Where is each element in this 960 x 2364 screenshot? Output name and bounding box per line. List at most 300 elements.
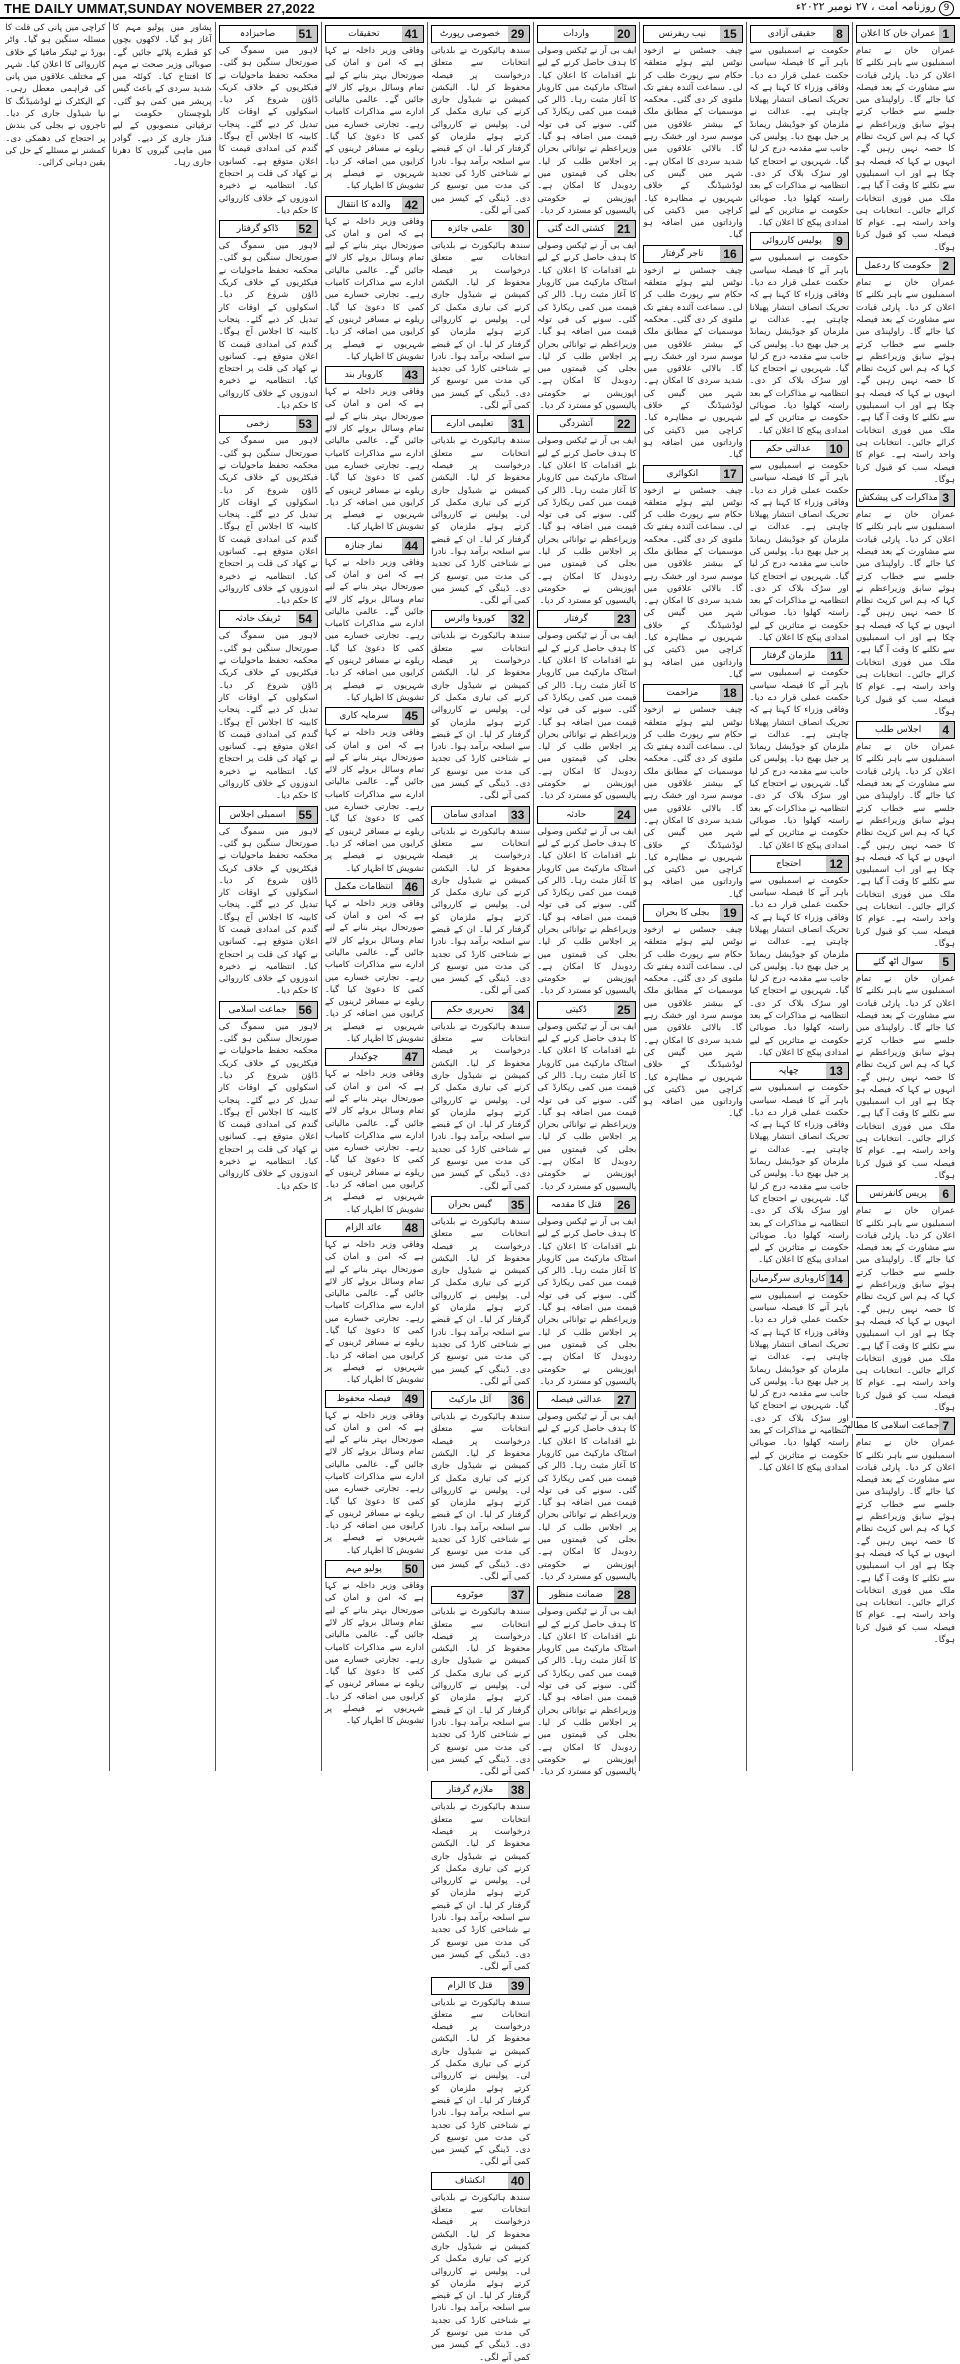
story-title: جماعت اسلامی کا مطالبہ (843, 1418, 940, 1434)
story-number-box (402, 1220, 423, 1236)
story-body: وفاقی وزیر داخلہ نے کہا ہے کہ امن و امان کی صورتحال بہتر بنانے کے لیے تمام وسائل بروئے کار لائے جائیں گے۔ عالمی مالیاتی ادارے سے مذاکرات کامیاب رہے۔ تجارتی خسارے میں کمی کا دعویٰ کیا گیا۔ ریلوے نے مسافر ٹرینوں کے کرایوں میں اضافہ کر دیا۔ شہریوں نے فیصلے پر تشویش کا اظہار کیا۔ (324, 728, 425, 874)
news-story (537, 220, 636, 412)
story-number: 40 (510, 2173, 525, 2188)
story-number-box (508, 221, 529, 237)
story-title: حقیقی آزادی (751, 26, 834, 42)
story-body: وفاقی وزیر داخلہ نے کہا ہے کہ امن و امان کی صورتحال بہتر بنانے کے لیے تمام وسائل بروئے کار لائے جائیں گے۔ عالمی مالیاتی ادارے سے مذاکرات کامیاب رہے۔ تجارتی خسارے میں کمی کا دعویٰ کیا گیا۔ ریلوے نے مسافر ٹرینوں کے کرایوں میں اضافہ کر دیا۔ شہریوں نے فیصلے پر تشویش کا اظہار کیا۔ (324, 1581, 425, 1727)
news-story (325, 1219, 424, 1387)
english-dateline: THE DAILY UMMAT,SUNDAY NOVEMBER 27,2022 (4, 1, 315, 16)
news-story (537, 1196, 636, 1388)
story-number-box (720, 466, 741, 482)
story-body: چیف جسٹس نے ازخود نوٹس لیتے ہوئے متعلقہ حکام سے رپورٹ طلب کر لی۔ سماعت آئندہ ہفتے تک ملتوی کر دی گئی۔ محکمہ موسمیات کے مطابق ملک کے بیشتر علاقوں میں موسم سرد اور خشک رہے گا۔ بالائی علاقوں میں شدید سردی کا امکان ہے۔ شہر میں گیس کی لوڈشیڈنگ کے خلاف شہریوں نے مظاہرہ کیا۔ کراچی میں ڈکیتی کی وارداتوں میں اضافہ ہو گیا۔ (643, 705, 743, 900)
story-number: 23 (617, 612, 631, 627)
story-number-box (833, 233, 848, 249)
story-number-box (614, 611, 635, 627)
news-story (431, 1586, 530, 1778)
story-body: ایف بی آر نے ٹیکس وصولی کا ہدف حاصل کرنے کے لیے نئے اقدامات کا اعلان کیا۔ اسٹاک مارکیٹ میں کاروبار کا آغاز مثبت رہا۔ ڈالر کی قیمت میں کمی ریکارڈ کی گئی۔ سونے کی فی تولہ قیمت میں اضافہ ہو گیا۔ وزیراعظم نے توانائی بحران پر اجلاس طلب کر لیا۔ بجلی کی قیمتوں میں ردوبدل کا امکان ہے۔ اپوزیشن نے حکومتی پالیسیوں کو مسترد کر دیا۔ (537, 631, 637, 802)
news-story (431, 1391, 530, 1583)
story-title: صاحبزادہ (220, 26, 296, 42)
story-body: حکومت نے اسمبلیوں سے باہر آنے کا فیصلہ سیاسی حکمت عملی قرار دے دیا۔ وفاقی وزراء کا کہنا ہے کہ تحریک انصاف انتشار پھیلانا چاہتی ہے۔ عدالت نے ملزمان کو جوڈیشل ریمانڈ پر جیل بھیج دیا۔ پولیس کی جانب سے مقدمہ درج کر لیا گیا۔ شہریوں نے احتجاج کیا اور سڑک بلاک کر دی۔ انتظامیہ نے مذاکرات کے بعد راستہ کھلوا دیا۔ صوبائی حکومت نے متاثرین کے لیے امدادی پیکج کا اعلان کیا۔ (749, 875, 849, 1058)
story-body: عمران خان نے تمام اسمبلیوں سے باہر نکلنے کا اعلان کر دیا۔ پارٹی قیادت سے مشاورت کے بعد فیصلہ کیا جائے گا۔ راولپنڈی میں جلسے سے خطاب کرتے ہوئے سابق وزیراعظم نے کہا کہ ہم اس کرپٹ نظام کا حصہ نہیں رہیں گے۔ انہوں نے کہا کہ فیصلہ ہو چکا ہے اور اب اسمبلیوں سے نکلنے کا وقت آ گیا ہے۔ ملک میں فوری انتخابات کرائے جائیں۔ انتخابات ہی واحد راستہ ہے۔ عوام کا فیصلہ سب کو قبول کرنا ہوگا۔ (855, 974, 955, 1181)
story-number: 22 (617, 417, 631, 432)
news-story (325, 366, 424, 534)
story-number: 43 (404, 368, 419, 383)
story-header (750, 647, 849, 665)
story-body: حکومت نے اسمبلیوں سے باہر آنے کا فیصلہ سیاسی حکمت عملی قرار دے دیا۔ وفاقی وزراء کا کہنا ہے کہ تحریک انصاف انتشار پھیلانا چاہتی ہے۔ عدالت نے ملزمان کو جوڈیشل ریمانڈ پر جیل بھیج دیا۔ پولیس کی جانب سے مقدمہ درج کر لیا گیا۔ شہریوں نے احتجاج کیا اور سڑک بلاک کر دی۔ انتظامیہ نے مذاکرات کے بعد راستہ کھلوا دیا۔ صوبائی حکومت نے متاثرین کے لیے امدادی پیکج کا اعلان کیا۔ (749, 668, 849, 851)
story-header (537, 806, 636, 824)
story-number: 54 (298, 612, 312, 627)
story-title: جماعت اسلامی (220, 1002, 296, 1018)
story-title: انکوائری (644, 466, 720, 482)
story-number: 34 (510, 1002, 525, 1017)
story-number: 42 (404, 197, 419, 212)
story-number: 31 (510, 417, 525, 432)
story-number-box (833, 26, 848, 42)
story-number: 9 (836, 234, 843, 249)
story-number: 28 (617, 1588, 631, 1603)
story-title: کورونا وائرس (432, 611, 508, 627)
story-title: والدہ کا انتقال (326, 197, 402, 213)
story-title: عائد الزام (326, 1220, 402, 1236)
news-story (325, 1390, 424, 1558)
story-number-box (720, 26, 741, 42)
story-number: 46 (404, 879, 419, 894)
news-story (431, 1977, 530, 2169)
news-story (431, 415, 530, 607)
urdu-dateline-text: روزنامہ امت ، ۲۷ نومبر ۲۰۲۲ء (795, 0, 936, 13)
story-header (750, 855, 849, 873)
news-story (856, 1185, 955, 1414)
news-story (219, 25, 318, 217)
story-number-box (508, 807, 529, 823)
story-body: حکومت نے اسمبلیوں سے باہر آنے کا فیصلہ سیاسی حکمت عملی قرار دے دیا۔ وفاقی وزراء کا کہنا ہے کہ تحریک انصاف انتشار پھیلانا چاہتی ہے۔ عدالت نے ملزمان کو جوڈیشل ریمانڈ پر جیل بھیج دیا۔ پولیس کی جانب سے مقدمہ درج کر لیا گیا۔ شہریوں نے احتجاج کیا اور سڑک بلاک کر دی۔ انتظامیہ نے مذاکرات کے بعد راستہ کھلوا دیا۔ صوبائی حکومت نے متاثرین کے لیے امدادی پیکج کا اعلان کیا۔ (749, 253, 849, 436)
story-body: چیف جسٹس نے ازخود نوٹس لیتے ہوئے متعلقہ حکام سے رپورٹ طلب کر لی۔ سماعت آئندہ ہفتے تک ملتوی کر دی گئی۔ محکمہ موسمیات کے مطابق ملک کے بیشتر علاقوں میں موسم سرد اور خشک رہے گا۔ بالائی علاقوں میں شدید سردی کا امکان ہے۔ شہر میں گیس کی لوڈشیڈنگ کے خلاف شہریوں نے مظاہرہ کیا۔ کراچی میں ڈکیتی کی وارداتوں میں اضافہ ہو گیا۔ (643, 485, 743, 680)
story-number-box (826, 1063, 847, 1079)
story-number-box (296, 416, 317, 432)
news-story (431, 806, 530, 998)
news-story (537, 1391, 636, 1583)
news-story (431, 1196, 530, 1388)
story-number: 18 (723, 686, 737, 701)
story-number: 3 (942, 491, 949, 506)
story-number-box (508, 1782, 529, 1798)
news-story (643, 684, 742, 901)
story-body: سندھ ہائیکورٹ نے بلدیاتی انتخابات سے متعلق درخواست پر فیصلہ محفوظ کر لیا۔ الیکشن کمیشن نے شیڈول جاری کرنے کی تیاری مکمل کر لی۔ پولیس نے کارروائی کرتے ہوئے ملزمان کو گرفتار کر لیا۔ ان کے قبضے سے اسلحہ برآمد ہوا۔ نادرا نے شناختی کارڈ کی تجدید کی مدت میں توسیع کر دی۔ ڈینگی کے کیسز میں کمی آنے لگی۔ (431, 1021, 531, 1192)
story-body: حکومت نے اسمبلیوں سے باہر آنے کا فیصلہ سیاسی حکمت عملی قرار دے دیا۔ وفاقی وزراء کا کہنا ہے کہ تحریک انصاف انتشار پھیلانا چاہتی ہے۔ عدالت نے ملزمان کو جوڈیشل ریمانڈ پر جیل بھیج دیا۔ پولیس کی جانب سے مقدمہ درج کر لیا گیا۔ شہریوں نے احتجاج کیا اور سڑک بلاک کر دی۔ انتظامیہ نے مذاکرات کے بعد راستہ کھلوا دیا۔ صوبائی حکومت نے متاثرین کے لیے امدادی پیکج کا اعلان کیا۔ (749, 460, 849, 644)
story-body: سندھ ہائیکورٹ نے بلدیاتی انتخابات سے متعلق درخواست پر فیصلہ محفوظ کر لیا۔ الیکشن کمیشن نے شیڈول جاری کرنے کی تیاری مکمل کر لی۔ پولیس نے کارروائی کرتے ہوئے ملزمان کو گرفتار کر لیا۔ ان کے قبضے سے اسلحہ برآمد ہوا۔ نادرا نے شناختی کارڈ کی تجدید کی مدت میں توسیع کر دی۔ ڈینگی کے کیسز میں کمی آنے لگی۔ (431, 1997, 531, 2168)
news-story (537, 25, 636, 217)
story-header (325, 1390, 424, 1408)
story-header (750, 1062, 849, 1080)
story-title: حکومت کا ردعمل (857, 258, 940, 274)
story-header (219, 610, 318, 628)
news-column (2, 22, 108, 1771)
story-number-box (720, 246, 741, 262)
story-number-box (508, 26, 529, 42)
story-title: گرفتار (538, 611, 614, 627)
story-header (431, 806, 530, 824)
story-number-box (402, 708, 423, 724)
news-story (750, 647, 849, 851)
story-header (537, 1586, 636, 1604)
story-title: عدالتی فیصلہ (538, 1392, 614, 1408)
story-number: 24 (617, 807, 631, 822)
news-story (842, 1417, 955, 1646)
story-number-box (827, 648, 848, 664)
news-story (431, 1781, 530, 1973)
story-header (537, 610, 636, 628)
story-body: وفاقی وزیر داخلہ نے کہا ہے کہ امن و امان کی صورتحال بہتر بنانے کے لیے تمام وسائل بروئے کار لائے جائیں گے۔ عالمی مالیاتی ادارے سے مذاکرات کامیاب رہے۔ تجارتی خسارے میں کمی کا دعویٰ کیا گیا۔ ریلوے نے مسافر ٹرینوں کے کرایوں میں اضافہ کر دیا۔ شہریوں نے فیصلے پر تشویش کا اظہار کیا۔ (324, 1069, 425, 1215)
story-number: 21 (617, 222, 631, 237)
story-header (431, 1391, 530, 1409)
story-header (856, 953, 955, 971)
story-number: 5 (942, 955, 949, 970)
news-story (537, 806, 636, 998)
story-body: سندھ ہائیکورٹ نے بلدیاتی انتخابات سے متعلق درخواست پر فیصلہ محفوظ کر لیا۔ الیکشن کمیشن نے شیڈول جاری کرنے کی تیاری مکمل کر لی۔ پولیس نے کارروائی کرتے ہوئے ملزمان کو گرفتار کر لیا۔ ان کے قبضے سے اسلحہ برآمد ہوا۔ نادرا نے شناختی کارڈ کی تجدید کی مدت میں توسیع کر دی۔ ڈینگی کے کیسز میں کمی آنے لگی۔ (431, 631, 531, 802)
story-number-box (939, 954, 954, 970)
story-body: لاہور میں سموگ کی صورتحال سنگین ہو گئی۔ محکمہ تحفظ ماحولیات نے فیکٹریوں کے خلاف کریک ڈاؤن شروع کر دیا۔ اسکولوں کے اوقات کار تبدیل کر دیے گئے۔ پنجاب کابینہ کا اجلاس آج ہوگا۔ گندم کی امدادی قیمت کا اعلان متوقع ہے۔ کسانوں نے کھاد کی قلت پر احتجاج کیا۔ انتظامیہ نے ذخیرہ اندوزوں کے خلاف کارروائی کا حکم دیا۔ (218, 826, 318, 997)
story-title: مذاکرات کی پیشکش (857, 490, 940, 506)
story-number-box (508, 1392, 529, 1408)
story-body: وفاقی وزیر داخلہ نے کہا ہے کہ امن و امان کی صورتحال بہتر بنانے کے لیے تمام وسائل بروئے کار لائے جائیں گے۔ عالمی مالیاتی ادارے سے مذاکرات کامیاب رہے۔ تجارتی خسارے میں کمی کا دعویٰ کیا گیا۔ ریلوے نے مسافر ٹرینوں کے کرایوں میں اضافہ کر دیا۔ شہریوں نے فیصلے پر تشویش کا اظہار کیا۔ (324, 216, 425, 362)
story-title: سوال اٹھ گئے (857, 954, 940, 970)
story-number-box (939, 1186, 954, 1202)
story-number: 52 (298, 222, 312, 237)
story-body: حکومت نے اسمبلیوں سے باہر آنے کا فیصلہ سیاسی حکمت عملی قرار دے دیا۔ وفاقی وزراء کا کہنا ہے کہ تحریک انصاف انتشار پھیلانا چاہتی ہے۔ عدالت نے ملزمان کو جوڈیشل ریمانڈ پر جیل بھیج دیا۔ پولیس کی جانب سے مقدمہ درج کر لیا گیا۔ شہریوں نے احتجاج کیا اور سڑک بلاک کر دی۔ انتظامیہ نے مذاکرات کے بعد راستہ کھلوا دیا۔ صوبائی حکومت نے متاثرین کے لیے امدادی پیکج کا اعلان کیا۔ (749, 46, 849, 229)
news-story (537, 1586, 636, 1778)
story-header (842, 1417, 955, 1435)
story-number: 47 (404, 1050, 419, 1065)
story-title: قتل کا الزام (432, 1978, 508, 1994)
story-title: کشتی الٹ گئی (538, 221, 614, 237)
story-title: نماز جنازہ (326, 538, 402, 554)
story-title: واردات (538, 26, 614, 42)
story-number: 26 (617, 1197, 631, 1212)
story-number-box (614, 416, 635, 432)
news-story (219, 220, 318, 412)
story-header (431, 1781, 530, 1799)
story-header (537, 1391, 636, 1409)
story-body: لاہور میں سموگ کی صورتحال سنگین ہو گئی۔ محکمہ تحفظ ماحولیات نے فیکٹریوں کے خلاف کریک ڈاؤن شروع کر دیا۔ اسکولوں کے اوقات کار تبدیل کر دیے گئے۔ پنجاب کابینہ کا اجلاس آج ہوگا۔ گندم کی امدادی قیمت کا اعلان متوقع ہے۔ کسانوں نے کھاد کی قلت پر احتجاج کیا۔ انتظامیہ نے ذخیرہ اندوزوں کے خلاف کارروائی کا حکم دیا۔ (218, 1021, 318, 1192)
story-title: کاروباری سرگرمیاں (751, 1271, 827, 1287)
story-title: پریس کانفرنس (857, 1186, 940, 1202)
news-story (325, 537, 424, 705)
story-title: فیصلہ محفوظ (326, 1391, 402, 1407)
news-story (750, 232, 849, 436)
story-header (750, 232, 849, 250)
story-body: ایف بی آر نے ٹیکس وصولی کا ہدف حاصل کرنے کے لیے نئے اقدامات کا اعلان کیا۔ اسٹاک مارکیٹ میں کاروبار کا آغاز مثبت رہا۔ ڈالر کی قیمت میں کمی ریکارڈ کی گئی۔ سونے کی فی تولہ قیمت میں اضافہ ہو گیا۔ وزیراعظم نے توانائی بحران پر اجلاس طلب کر لیا۔ بجلی کی قیمتوں میں ردوبدل کا امکان ہے۔ اپوزیشن نے حکومتی پالیسیوں کو مسترد کر دیا۔ (537, 436, 637, 607)
story-number: 49 (404, 1391, 419, 1406)
story-number: 14 (829, 1271, 843, 1286)
news-story (537, 1001, 636, 1193)
story-title: چوکیدار (326, 1049, 402, 1065)
story-header (431, 1977, 530, 1995)
story-body: وفاقی وزیر داخلہ نے کہا ہے کہ امن و امان کی صورتحال بہتر بنانے کے لیے تمام وسائل بروئے کار لائے جائیں گے۔ عالمی مالیاتی ادارے سے مذاکرات کامیاب رہے۔ تجارتی خسارے میں کمی کا دعویٰ کیا گیا۔ ریلوے نے مسافر ٹرینوں کے کرایوں میں اضافہ کر دیا۔ شہریوں نے فیصلے پر تشویش کا اظہار کیا۔ (324, 1410, 425, 1556)
story-number: 12 (829, 856, 843, 871)
story-number: 30 (510, 222, 525, 237)
news-story (431, 25, 530, 217)
story-header (325, 1560, 424, 1578)
story-number: 13 (829, 1064, 843, 1079)
story-title: کاروبار بند (326, 367, 402, 383)
news-story (325, 707, 424, 875)
story-number: 50 (404, 1562, 419, 1577)
story-number-box (402, 1049, 423, 1065)
story-title: مزاحمت (644, 685, 720, 701)
story-header (537, 25, 636, 43)
news-story (325, 1560, 424, 1728)
story-header (325, 1048, 424, 1066)
news-story (431, 220, 530, 412)
story-body: لاہور میں سموگ کی صورتحال سنگین ہو گئی۔ محکمہ تحفظ ماحولیات نے فیکٹریوں کے خلاف کریک ڈاؤن شروع کر دیا۔ اسکولوں کے اوقات کار تبدیل کر دیے گئے۔ پنجاب کابینہ کا اجلاس آج ہوگا۔ گندم کی امدادی قیمت کا اعلان متوقع ہے۔ کسانوں نے کھاد کی قلت پر احتجاج کیا۔ انتظامیہ نے ذخیرہ اندوزوں کے خلاف کارروائی کا حکم دیا۔ (218, 436, 318, 607)
news-column (746, 22, 852, 1771)
story-number-box (508, 1197, 529, 1213)
story-body: چیف جسٹس نے ازخود نوٹس لیتے ہوئے متعلقہ حکام سے رپورٹ طلب کر لی۔ سماعت آئندہ ہفتے تک ملتوی کر دی گئی۔ محکمہ موسمیات کے مطابق ملک کے بیشتر علاقوں میں موسم سرد اور خشک رہے گا۔ بالائی علاقوں میں شدید سردی کا امکان ہے۔ شہر میں گیس کی لوڈشیڈنگ کے خلاف شہریوں نے مظاہرہ کیا۔ کراچی میں ڈکیتی کی وارداتوں میں اضافہ ہو گیا۔ (643, 265, 743, 461)
story-body: سندھ ہائیکورٹ نے بلدیاتی انتخابات سے متعلق درخواست پر فیصلہ محفوظ کر لیا۔ الیکشن کمیشن نے شیڈول جاری کرنے کی تیاری مکمل کر لی۔ پولیس نے کارروائی کرتے ہوئے ملزمان کو گرفتار کر لیا۔ ان کے قبضے سے اسلحہ برآمد ہوا۔ نادرا نے شناختی کارڈ کی تجدید کی مدت میں توسیع کر دی۔ ڈینگی کے کیسز میں کمی آنے لگی۔ (431, 1216, 531, 1387)
story-body: ایف بی آر نے ٹیکس وصولی کا ہدف حاصل کرنے کے لیے نئے اقدامات کا اعلان کیا۔ اسٹاک مارکیٹ میں کاروبار کا آغاز مثبت رہا۔ ڈالر کی قیمت میں کمی ریکارڈ کی گئی۔ سونے کی فی تولہ قیمت میں اضافہ ہو گیا۔ وزیراعظم نے توانائی بحران پر اجلاس طلب کر لیا۔ بجلی کی قیمتوں میں ردوبدل کا امکان ہے۔ اپوزیشن نے حکومتی پالیسیوں کو مسترد کر دیا۔ (537, 1021, 637, 1192)
story-number-box (614, 1392, 635, 1408)
urdu-dateline (796, 0, 954, 16)
story-number: 20 (617, 27, 631, 41)
story-header (856, 489, 955, 507)
story-header (856, 25, 955, 43)
story-title: ملزمان گرفتار (751, 648, 828, 664)
story-title: ٹریفک حادثہ (220, 611, 296, 627)
story-number: 55 (298, 807, 312, 822)
story-header (431, 1196, 530, 1214)
story-number: 35 (510, 1197, 525, 1212)
story-number-box (402, 197, 423, 213)
story-number: 7 (942, 1419, 949, 1434)
story-number-box (296, 26, 317, 42)
story-number-box (296, 1002, 317, 1018)
story-number: 11 (830, 649, 843, 664)
story-header (219, 1001, 318, 1019)
story-body: چیف جسٹس نے ازخود نوٹس لیتے ہوئے متعلقہ حکام سے رپورٹ طلب کر لی۔ سماعت آئندہ ہفتے تک ملتوی کر دی گئی۔ محکمہ موسمیات کے مطابق ملک کے بیشتر علاقوں میں موسم سرد اور خشک رہے گا۔ بالائی علاقوں میں شدید سردی کا امکان ہے۔ شہر میں گیس کی لوڈشیڈنگ کے خلاف شہریوں نے مظاہرہ کیا۔ کراچی میں ڈکیتی کی وارداتوں میں اضافہ ہو گیا۔ (643, 46, 743, 241)
story-body: لاہور میں سموگ کی صورتحال سنگین ہو گئی۔ محکمہ تحفظ ماحولیات نے فیکٹریوں کے خلاف کریک ڈاؤن شروع کر دیا۔ اسکولوں کے اوقات کار تبدیل کر دیے گئے۔ پنجاب کابینہ کا اجلاس آج ہوگا۔ گندم کی امدادی قیمت کا اعلان متوقع ہے۔ کسانوں نے کھاد کی قلت پر احتجاج کیا۔ انتظامیہ نے ذخیرہ اندوزوں کے خلاف کارروائی کا حکم دیا۔ (218, 241, 318, 412)
story-title: تعلیمی ادارے (432, 416, 508, 432)
story-header (325, 1219, 424, 1237)
story-number: 4 (942, 723, 949, 738)
story-body: سندھ ہائیکورٹ نے بلدیاتی انتخابات سے متعلق درخواست پر فیصلہ محفوظ کر لیا۔ الیکشن کمیشن نے شیڈول جاری کرنے کی تیاری مکمل کر لی۔ پولیس نے کارروائی کرتے ہوئے ملزمان کو گرفتار کر لیا۔ ان کے قبضے سے اسلحہ برآمد ہوا۔ نادرا نے شناختی کارڈ کی تجدید کی مدت میں توسیع کر دی۔ ڈینگی کے کیسز میں کمی آنے لگی۔ (431, 46, 531, 216)
news-story (750, 1270, 849, 1474)
story-header (643, 25, 742, 43)
story-title: ڈکیتی (538, 1002, 614, 1018)
news-story (325, 196, 424, 364)
news-story (643, 904, 742, 1121)
story-number-box (939, 26, 954, 42)
story-header (219, 806, 318, 824)
story-title: سرمایہ کاری (326, 708, 402, 724)
story-number-box (508, 1002, 529, 1018)
story-number: 33 (510, 807, 525, 822)
story-body: حکومت نے اسمبلیوں سے باہر آنے کا فیصلہ سیاسی حکمت عملی قرار دے دیا۔ وفاقی وزراء کا کہنا ہے کہ تحریک انصاف انتشار پھیلانا چاہتی ہے۔ عدالت نے ملزمان کو جوڈیشل ریمانڈ پر جیل بھیج دیا۔ پولیس کی جانب سے مقدمہ درج کر لیا گیا۔ شہریوں نے احتجاج کیا اور سڑک بلاک کر دی۔ انتظامیہ نے مذاکرات کے بعد راستہ کھلوا دیا۔ صوبائی حکومت نے متاثرین کے لیے امدادی پیکج کا اعلان کیا۔ (749, 1290, 849, 1473)
news-columns (2, 22, 958, 2363)
story-header (219, 220, 318, 238)
story-title: قتل کا مقدمہ (538, 1197, 614, 1213)
story-header (537, 220, 636, 238)
story-header (856, 721, 955, 739)
story-number-box (614, 807, 635, 823)
news-story (219, 610, 318, 802)
story-header (325, 196, 424, 214)
story-body: وفاقی وزیر داخلہ نے کہا ہے کہ امن و امان کی صورتحال بہتر بنانے کے لیے تمام وسائل بروئے کار لائے جائیں گے۔ عالمی مالیاتی ادارے سے مذاکرات کامیاب رہے۔ تجارتی خسارے میں کمی کا دعویٰ کیا گیا۔ ریلوے نے مسافر ٹرینوں کے کرایوں میں اضافہ کر دیا۔ شہریوں نے فیصلے پر تشویش کا اظہار کیا۔ (324, 557, 425, 703)
story-number-box (296, 611, 317, 627)
story-number: 15 (723, 27, 737, 41)
story-body: لاہور میں سموگ کی صورتحال سنگین ہو گئی۔ محکمہ تحفظ ماحولیات نے فیکٹریوں کے خلاف کریک ڈاؤن شروع کر دیا۔ اسکولوں کے اوقات کار تبدیل کر دیے گئے۔ پنجاب کابینہ کا اجلاس آج ہوگا۔ گندم کی امدادی قیمت کا اعلان متوقع ہے۔ کسانوں نے کھاد کی قلت پر احتجاج کیا۔ انتظامیہ نے ذخیرہ اندوزوں کے خلاف کارروائی کا حکم دیا۔ (218, 46, 318, 216)
story-body: سندھ ہائیکورٹ نے بلدیاتی انتخابات سے متعلق درخواست پر فیصلہ محفوظ کر لیا۔ الیکشن کمیشن نے شیڈول جاری کرنے کی تیاری مکمل کر لی۔ پولیس نے کارروائی کرتے ہوئے ملزمان کو گرفتار کر لیا۔ ان کے قبضے سے اسلحہ برآمد ہوا۔ نادرا نے شناختی کارڈ کی تجدید کی مدت میں توسیع کر دی۔ ڈینگی کے کیسز میں کمی آنے لگی۔ (431, 1802, 531, 1973)
story-number-box (402, 26, 423, 42)
news-story (856, 257, 955, 486)
news-story (431, 2172, 530, 2364)
news-story (856, 953, 955, 1182)
news-column (427, 22, 533, 2363)
story-title: تحریری حکم (432, 1002, 508, 1018)
story-title: پولیس کارروائی (751, 233, 834, 249)
story-body: لاہور میں سموگ کی صورتحال سنگین ہو گئی۔ محکمہ تحفظ ماحولیات نے فیکٹریوں کے خلاف کریک ڈاؤن شروع کر دیا۔ اسکولوں کے اوقات کار تبدیل کر دیے گئے۔ پنجاب کابینہ کا اجلاس آج ہوگا۔ گندم کی امدادی قیمت کا اعلان متوقع ہے۔ کسانوں نے کھاد کی قلت پر احتجاج کیا۔ انتظامیہ نے ذخیرہ اندوزوں کے خلاف کارروائی کا حکم دیا۔ (218, 631, 318, 802)
story-header (219, 25, 318, 43)
news-story (856, 25, 955, 254)
news-story (643, 245, 742, 462)
story-header (750, 440, 849, 458)
story-title: احتجاج (751, 856, 827, 872)
story-number: 6 (942, 1187, 949, 1202)
column-body-text: کراچی میں پانی کی قلت کا مسئلہ سنگین ہو گیا۔ واٹر بورڈ نے ٹینکر مافیا کے خلاف کارروائی کا اعلان کیا۔ شہر کے مختلف علاقوں میں پانی کی فراہمی معطل رہی۔ کے الیکٹرک نے لوڈشیڈنگ کا نیا شیڈول جاری کر دیا۔ تاجروں نے بجلی کی بندش پر احتجاج کی دھمکی دی۔ کمشنر نے مسئلے کے حل کی یقین دہانی کرائی۔ (5, 23, 106, 169)
story-body: ایف بی آر نے ٹیکس وصولی کا ہدف حاصل کرنے کے لیے نئے اقدامات کا اعلان کیا۔ اسٹاک مارکیٹ میں کاروبار کا آغاز مثبت رہا۔ ڈالر کی قیمت میں کمی ریکارڈ کی گئی۔ سونے کی فی تولہ قیمت میں اضافہ ہو گیا۔ وزیراعظم نے توانائی بحران پر اجلاس طلب کر لیا۔ بجلی کی قیمتوں میں ردوبدل کا امکان ہے۔ اپوزیشن نے حکومتی پالیسیوں کو مسترد کر دیا۔ (537, 46, 637, 216)
story-body: عمران خان نے تمام اسمبلیوں سے باہر نکلنے کا اعلان کر دیا۔ پارٹی قیادت سے مشاورت کے بعد فیصلہ کیا جائے گا۔ راولپنڈی میں جلسے سے خطاب کرتے ہوئے سابق وزیراعظم نے کہا کہ ہم اس کرپٹ نظام کا حصہ نہیں رہیں گے۔ انہوں نے کہا کہ فیصلہ ہو چکا ہے اور اب اسمبلیوں سے نکلنے کا وقت آ گیا ہے۔ ملک میں فوری انتخابات کرائے جائیں۔ انتخابات ہی واحد راستہ ہے۔ عوام کا فیصلہ سب کو قبول کرنا ہوگا۔ (855, 46, 955, 253)
story-number-box (508, 1587, 529, 1603)
story-header (431, 2172, 530, 2190)
story-title: نیب ریفرنس (644, 26, 720, 42)
story-title: عمران خان کا اعلان (857, 26, 940, 42)
story-body: سندھ ہائیکورٹ نے بلدیاتی انتخابات سے متعلق درخواست پر فیصلہ محفوظ کر لیا۔ الیکشن کمیشن نے شیڈول جاری کرنے کی تیاری مکمل کر لی۔ پولیس نے کارروائی کرتے ہوئے ملزمان کو گرفتار کر لیا۔ ان کے قبضے سے اسلحہ برآمد ہوا۔ نادرا نے شناختی کارڈ کی تجدید کی مدت میں توسیع کر دی۔ ڈینگی کے کیسز میں کمی آنے لگی۔ (431, 436, 531, 607)
story-number: 45 (404, 709, 419, 724)
news-story (750, 1062, 849, 1266)
story-number: 39 (510, 1978, 525, 1993)
story-title: خصوصی رپورٹ (432, 26, 508, 42)
story-body: عمران خان نے تمام اسمبلیوں سے باہر نکلنے کا اعلان کر دیا۔ پارٹی قیادت سے مشاورت کے بعد فیصلہ کیا جائے گا۔ راولپنڈی میں جلسے سے خطاب کرتے ہوئے سابق وزیراعظم نے کہا کہ ہم اس کرپٹ نظام کا حصہ نہیں رہیں گے۔ انہوں نے کہا کہ فیصلہ ہو چکا ہے اور اب اسمبلیوں سے نکلنے کا وقت آ گیا ہے۔ ملک میں فوری انتخابات کرائے جائیں۔ انتخابات ہی واحد راستہ ہے۔ عوام کا فیصلہ سب کو قبول کرنا ہوگا۔ (855, 1438, 955, 1646)
story-header (537, 1196, 636, 1214)
story-title: علمی جائزہ (432, 221, 508, 237)
story-number-box (508, 2173, 529, 2189)
story-number-box (402, 1561, 423, 1577)
story-number: 19 (723, 906, 737, 920)
story-body: وفاقی وزیر داخلہ نے کہا ہے کہ امن و امان کی صورتحال بہتر بنانے کے لیے تمام وسائل بروئے کار لائے جائیں گے۔ عالمی مالیاتی ادارے سے مذاکرات کامیاب رہے۔ تجارتی خسارے میں کمی کا دعویٰ کیا گیا۔ ریلوے نے مسافر ٹرینوں کے کرایوں میں اضافہ کر دیا۔ شہریوں نے فیصلے پر تشویش کا اظہار کیا۔ (324, 898, 425, 1045)
news-story (431, 610, 530, 802)
news-story (537, 415, 636, 607)
story-title: تحقیقات (326, 26, 402, 42)
story-number: 41 (404, 27, 419, 41)
story-header (431, 1001, 530, 1019)
story-number: 25 (617, 1002, 631, 1017)
story-header (750, 25, 849, 43)
story-number: 48 (404, 1220, 419, 1235)
story-number-box (939, 258, 954, 274)
story-number: 16 (723, 246, 737, 261)
story-number-box (402, 367, 423, 383)
news-story (750, 25, 849, 229)
news-column (533, 22, 639, 1778)
story-title: موٹروے (432, 1587, 508, 1603)
story-header (537, 415, 636, 433)
story-number: 36 (510, 1393, 525, 1408)
news-column (842, 22, 958, 1771)
story-header (431, 610, 530, 628)
story-header (856, 257, 955, 275)
story-number-box (296, 807, 317, 823)
story-title: تاجر گرفتار (644, 246, 720, 262)
story-number-box (826, 1271, 847, 1287)
story-body: سندھ ہائیکورٹ نے بلدیاتی انتخابات سے متعلق درخواست پر فیصلہ محفوظ کر لیا۔ الیکشن کمیشن نے شیڈول جاری کرنے کی تیاری مکمل کر لی۔ پولیس نے کارروائی کرتے ہوئے ملزمان کو گرفتار کر لیا۔ ان کے قبضے سے اسلحہ برآمد ہوا۔ نادرا نے شناختی کارڈ کی تجدید کی مدت میں توسیع کر دی۔ ڈینگی کے کیسز میں کمی آنے لگی۔ (431, 1412, 531, 1582)
news-story (219, 1001, 318, 1193)
story-number: 10 (829, 441, 843, 456)
story-number: 27 (617, 1393, 631, 1408)
story-number: 51 (298, 27, 312, 41)
story-number: 44 (404, 538, 419, 553)
story-title: زخمی (220, 416, 296, 432)
story-body: سندھ ہائیکورٹ نے بلدیاتی انتخابات سے متعلق درخواست پر فیصلہ محفوظ کر لیا۔ الیکشن کمیشن نے شیڈول جاری کرنے کی تیاری مکمل کر لی۔ پولیس نے کارروائی کرتے ہوئے ملزمان کو گرفتار کر لیا۔ ان کے قبضے سے اسلحہ برآمد ہوا۔ نادرا نے شناختی کارڈ کی تجدید کی مدت میں توسیع کر دی۔ ڈینگی کے کیسز میں کمی آنے لگی۔ (431, 1607, 531, 1778)
story-header (643, 684, 742, 702)
story-title: چھاپہ (751, 1063, 827, 1079)
news-story (325, 1048, 424, 1216)
story-number-box (614, 221, 635, 237)
news-story (856, 489, 955, 718)
story-title: اجلاس طلب (857, 722, 940, 738)
story-body: حکومت نے اسمبلیوں سے باہر آنے کا فیصلہ سیاسی حکمت عملی قرار دے دیا۔ وفاقی وزراء کا کہنا ہے کہ تحریک انصاف انتشار پھیلانا چاہتی ہے۔ عدالت نے ملزمان کو جوڈیشل ریمانڈ پر جیل بھیج دیا۔ پولیس کی جانب سے مقدمہ درج کر لیا گیا۔ شہریوں نے احتجاج کیا اور سڑک بلاک کر دی۔ انتظامیہ نے مذاکرات کے بعد راستہ کھلوا دیا۔ صوبائی حکومت نے متاثرین کے لیے امدادی پیکج کا اعلان کیا۔ (749, 1083, 849, 1266)
story-header (643, 465, 742, 483)
story-body: سندھ ہائیکورٹ نے بلدیاتی انتخابات سے متعلق درخواست پر فیصلہ محفوظ کر لیا۔ الیکشن کمیشن نے شیڈول جاری کرنے کی تیاری مکمل کر لی۔ پولیس نے کارروائی کرتے ہوئے ملزمان کو گرفتار کر لیا۔ ان کے قبضے سے اسلحہ برآمد ہوا۔ نادرا نے شناختی کارڈ کی تجدید کی مدت میں توسیع کر دی۔ ڈینگی کے کیسز میں کمی آنے لگی۔ (431, 2192, 531, 2363)
story-header (431, 415, 530, 433)
story-title: حادثہ (538, 807, 614, 823)
story-number-box (402, 1391, 423, 1407)
story-title: پولیو مہم (326, 1561, 402, 1577)
story-title: بجلی کا بحران (644, 905, 720, 921)
story-title: ڈاکو گرفتار (220, 221, 296, 237)
story-number-box (402, 879, 423, 895)
story-number-box (508, 1978, 529, 1994)
story-body: ایف بی آر نے ٹیکس وصولی کا ہدف حاصل کرنے کے لیے نئے اقدامات کا اعلان کیا۔ اسٹاک مارکیٹ میں کاروبار کا آغاز مثبت رہا۔ ڈالر کی قیمت میں کمی ریکارڈ کی گئی۔ سونے کی فی تولہ قیمت میں اضافہ ہو گیا۔ وزیراعظم نے توانائی بحران پر اجلاس طلب کر لیا۔ بجلی کی قیمتوں میں ردوبدل کا امکان ہے۔ اپوزیشن نے حکومتی پالیسیوں کو مسترد کر دیا۔ (537, 1216, 637, 1387)
story-header (431, 1586, 530, 1604)
news-story (325, 878, 424, 1046)
story-header (537, 1001, 636, 1019)
news-story (750, 855, 849, 1059)
story-number-box (508, 416, 529, 432)
news-story (325, 25, 424, 193)
news-story (643, 465, 742, 682)
story-number-box (720, 905, 741, 921)
news-story (856, 721, 955, 950)
story-number: 8 (836, 27, 843, 41)
story-title: ملازم گرفتار (432, 1782, 508, 1798)
story-number-box (614, 26, 635, 42)
column-body-text: پشاور میں پولیو مہم کا آغاز ہو گیا۔ لاکھوں بچوں کو قطرے پلائے جائیں گے۔ صوبائی وزیر صحت نے مہم کا افتتاح کیا۔ کوئٹہ میں شدید سردی کے باعث گیس پریشر میں کمی ہو گئی۔ بلوچستان حکومت نے ترقیاتی منصوبوں کے لیے فنڈز جاری کر دیے۔ گوادر میں ماہی گیروں کا دھرنا جاری رہا۔ (112, 23, 212, 169)
news-story (219, 415, 318, 607)
story-number-box (939, 490, 954, 506)
story-number: 1 (942, 27, 949, 41)
story-number-box (614, 1002, 635, 1018)
story-body: عمران خان نے تمام اسمبلیوں سے باہر نکلنے کا اعلان کر دیا۔ پارٹی قیادت سے مشاورت کے بعد فیصلہ کیا جائے گا۔ راولپنڈی میں جلسے سے خطاب کرتے ہوئے سابق وزیراعظم نے کہا کہ ہم اس کرپٹ نظام کا حصہ نہیں رہیں گے۔ انہوں نے کہا کہ فیصلہ ہو چکا ہے اور اب اسمبلیوں سے نکلنے کا وقت آ گیا ہے۔ ملک میں فوری انتخابات کرائے جائیں۔ انتخابات ہی واحد راستہ ہے۔ عوام کا فیصلہ سب کو قبول کرنا ہوگا۔ (855, 278, 955, 485)
story-header (856, 1185, 955, 1203)
story-header (325, 25, 424, 43)
story-body: عمران خان نے تمام اسمبلیوں سے باہر نکلنے کا اعلان کر دیا۔ پارٹی قیادت سے مشاورت کے بعد فیصلہ کیا جائے گا۔ راولپنڈی میں جلسے سے خطاب کرتے ہوئے سابق وزیراعظم نے کہا کہ ہم اس کرپٹ نظام کا حصہ نہیں رہیں گے۔ انہوں نے کہا کہ فیصلہ ہو چکا ہے اور اب اسمبلیوں سے نکلنے کا وقت آ گیا ہے۔ ملک میں فوری انتخابات کرائے جائیں۔ انتخابات ہی واحد راستہ ہے۔ عوام کا فیصلہ سب کو قبول کرنا ہوگا۔ (855, 742, 955, 949)
story-body: وفاقی وزیر داخلہ نے کہا ہے کہ امن و امان کی صورتحال بہتر بنانے کے لیے تمام وسائل بروئے کار لائے جائیں گے۔ عالمی مالیاتی ادارے سے مذاکرات کامیاب رہے۔ تجارتی خسارے میں کمی کا دعویٰ کیا گیا۔ ریلوے نے مسافر ٹرینوں کے کرایوں میں اضافہ کر دیا۔ شہریوں نے فیصلے پر تشویش کا اظہار کیا۔ (324, 387, 425, 533)
story-number-box (614, 1197, 635, 1213)
story-body: عمران خان نے تمام اسمبلیوں سے باہر نکلنے کا اعلان کر دیا۔ پارٹی قیادت سے مشاورت کے بعد فیصلہ کیا جائے گا۔ راولپنڈی میں جلسے سے خطاب کرتے ہوئے سابق وزیراعظم نے کہا کہ ہم اس کرپٹ نظام کا حصہ نہیں رہیں گے۔ انہوں نے کہا کہ فیصلہ ہو چکا ہے اور اب اسمبلیوں سے نکلنے کا وقت آ گیا ہے۔ ملک میں فوری انتخابات کرائے جائیں۔ انتخابات ہی واحد راستہ ہے۔ عوام کا فیصلہ سب کو قبول کرنا ہوگا۔ (855, 1206, 955, 1413)
story-header (325, 366, 424, 384)
story-number-box (720, 685, 741, 701)
story-header (325, 707, 424, 725)
story-number-box (402, 538, 423, 554)
